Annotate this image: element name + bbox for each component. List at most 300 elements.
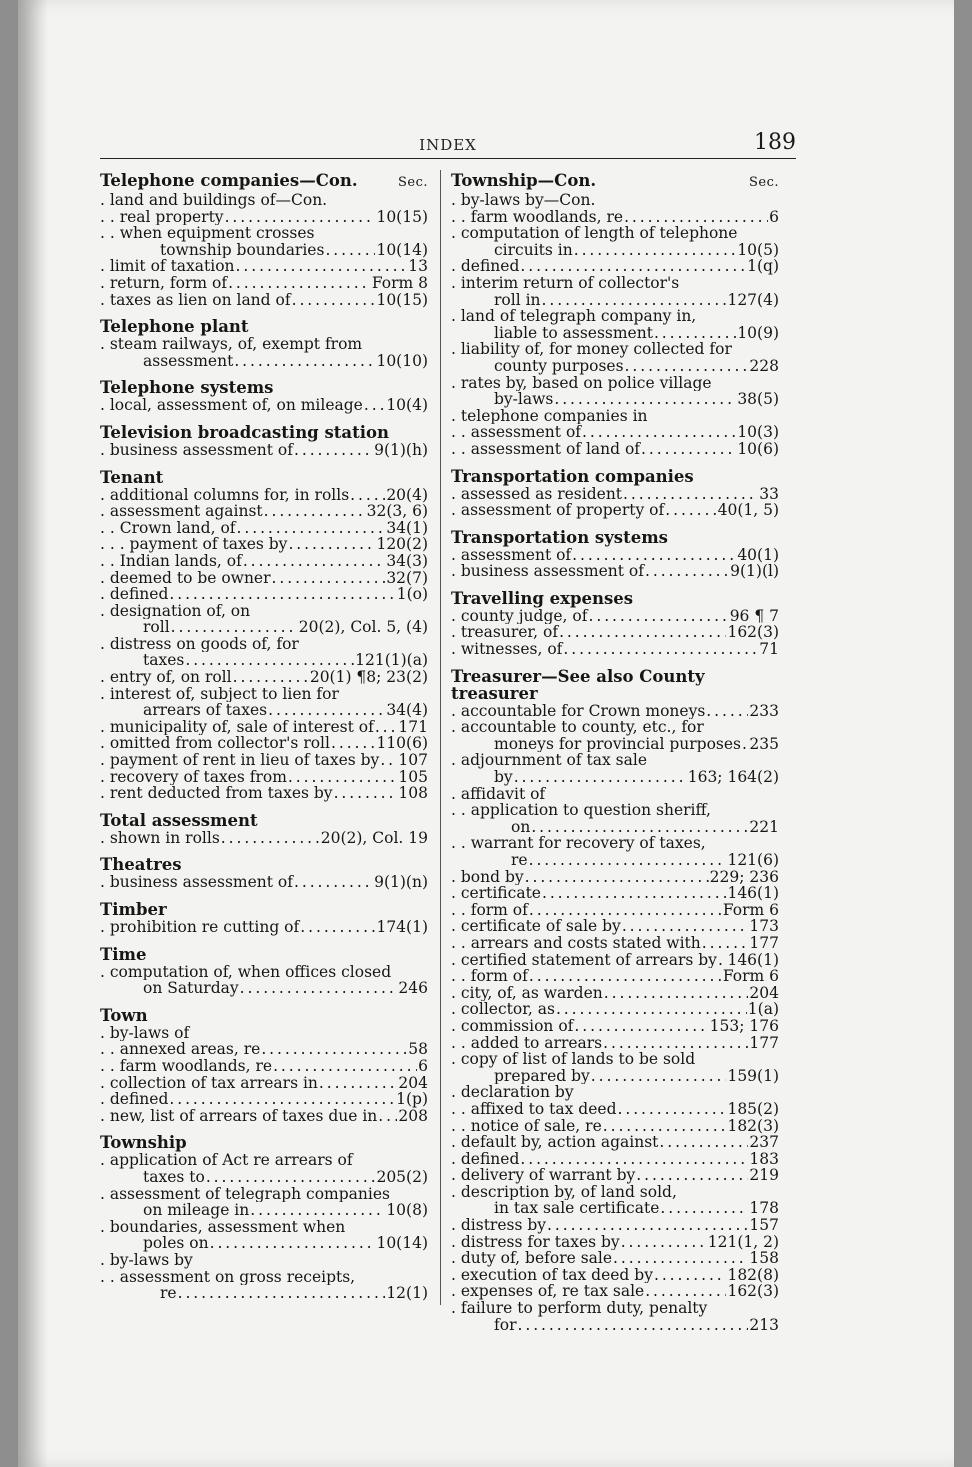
- leader-dots: [234, 353, 375, 370]
- section-reference: 177: [749, 1034, 779, 1052]
- subentry-text: . defined: [100, 1091, 169, 1108]
- subentry-text: roll in: [494, 291, 541, 309]
- subentry-line: [451, 1101, 779, 1118]
- leader-dots: [236, 258, 408, 275]
- leader-dots: [554, 391, 736, 408]
- subentry-text: . assessment of property of: [451, 502, 665, 519]
- subentry-text: on mileage in: [143, 1202, 250, 1219]
- subentry-line: [100, 520, 428, 537]
- subentry-line: [100, 1219, 428, 1236]
- section-reference: 34(1): [386, 519, 428, 537]
- subentry-line: [100, 353, 428, 370]
- subentry-line: [451, 292, 779, 309]
- leader-dots: [654, 1267, 726, 1284]
- subentry-line: [100, 752, 428, 769]
- leader-dots: [233, 669, 309, 686]
- section-reference: 183: [749, 1150, 779, 1168]
- leader-dots: [292, 292, 376, 309]
- entry-heading-row: [451, 468, 779, 485]
- leader-dots: [559, 624, 726, 641]
- subentry-text: . liability of, for money collected for: [451, 341, 732, 358]
- section-reference: 32(3, 6): [366, 503, 428, 520]
- subentry-line: [100, 964, 428, 981]
- subentry-text: . steam railways, of, exempt from: [100, 336, 363, 353]
- section-reference: 204: [398, 1074, 428, 1092]
- entry-heading-row: [451, 172, 779, 191]
- subentry-text: . duty of, before sale: [451, 1250, 613, 1267]
- subentry-text: liable to assessment: [494, 324, 653, 342]
- subentry-line: [451, 902, 779, 919]
- section-reference: 121(1)(a): [355, 652, 428, 670]
- leader-dots: [659, 1134, 748, 1151]
- index-entry-block: [451, 590, 779, 658]
- subentry-text: . . application to question sheriff,: [451, 802, 711, 819]
- leader-dots: [520, 1151, 748, 1168]
- subentry-text: . land of telegraph company in,: [451, 308, 697, 325]
- section-reference: 20(2), Col. 5, (4): [298, 619, 428, 636]
- entry-heading: Transportation companies: [451, 466, 694, 486]
- subentry-line: [451, 1134, 779, 1151]
- leader-dots: [225, 209, 376, 226]
- leader-dots: [288, 536, 375, 553]
- section-reference: 127(4): [727, 291, 779, 309]
- subentry-text: by-laws: [494, 391, 554, 408]
- section-reference: 110(6): [376, 735, 428, 753]
- section-reference: 10(15): [376, 291, 428, 309]
- leader-dots: [272, 570, 386, 587]
- subentry-text: on Saturday: [143, 980, 239, 997]
- subentry-text: assessment: [143, 352, 234, 370]
- subentry-line: [451, 486, 779, 503]
- section-reference: 32(7): [386, 569, 428, 587]
- subentry-line: [100, 292, 428, 309]
- subentry-line: [451, 192, 779, 209]
- subentry-text: moneys for provincial purposes: [494, 735, 742, 753]
- entry-heading: Town: [100, 1005, 148, 1025]
- subentry-text: . defined: [451, 258, 520, 275]
- page-header: [100, 128, 796, 159]
- subentry-line: [451, 308, 779, 325]
- leader-dots: [636, 1167, 748, 1184]
- subentry-line: [100, 1091, 428, 1108]
- section-reference: 108: [398, 785, 428, 802]
- entry-heading-row: [100, 812, 428, 829]
- subentry-line: [451, 341, 779, 358]
- subentry-line: [451, 641, 779, 658]
- subentry-text: . copy of list of lands to be sold: [451, 1051, 696, 1068]
- section-reference: 162(3): [727, 1283, 779, 1301]
- section-reference: Form 6: [722, 901, 779, 919]
- subentry-line: [100, 785, 428, 802]
- subentry-line: [100, 636, 428, 653]
- subentry-text: . municipality of, sale of interest of: [100, 718, 374, 736]
- leader-dots: [319, 1075, 398, 1092]
- subentry-text: . failure to perform duty, penalty: [451, 1300, 708, 1317]
- subentry-text: . interest of, subject to lien for: [100, 685, 339, 703]
- entry-heading-row: [100, 424, 428, 441]
- leader-dots: [375, 719, 398, 736]
- subentry-line: [100, 536, 428, 553]
- leader-dots: [654, 325, 736, 342]
- section-reference: 153; 176: [709, 1017, 779, 1035]
- index-entry-block: [451, 172, 779, 458]
- subentry-line: [100, 1169, 428, 1186]
- subentry-text: . deemed to be owner: [100, 569, 271, 587]
- leader-dots: [624, 209, 768, 226]
- subentry-line: [451, 918, 779, 935]
- section-reference: 213: [749, 1316, 779, 1334]
- subentry-line: [100, 1108, 428, 1125]
- section-reference: 20(4): [386, 486, 428, 504]
- subentry-line: [451, 952, 779, 969]
- section-reference: 40(1, 5): [717, 502, 779, 519]
- leader-dots: [718, 952, 727, 969]
- leader-dots: [325, 242, 375, 259]
- subentry-text: . business assessment of: [451, 563, 644, 580]
- section-reference: 158: [749, 1250, 779, 1267]
- index-entry-block: [100, 469, 428, 802]
- subentry-text: . . warrant for recovery of taxes,: [451, 835, 706, 852]
- subentry-line: [451, 885, 779, 902]
- subentry-line: [451, 325, 779, 342]
- subentry-line: [451, 408, 779, 425]
- subentry-text: . limit of taxation: [100, 258, 235, 275]
- leader-dots: [529, 902, 722, 919]
- section-reference: 221: [749, 818, 779, 836]
- leader-dots: [542, 292, 727, 309]
- subentry-text: . collection of tax arrears in: [100, 1074, 318, 1092]
- entry-heading: Theatres: [100, 855, 182, 875]
- section-reference: 34(4): [386, 702, 428, 719]
- subentry-line: [451, 1200, 779, 1217]
- subentry-text: . witnesses, of: [451, 641, 563, 658]
- subentry-line: [451, 1250, 779, 1267]
- subentry-text: . computation of length of telephone: [451, 225, 738, 242]
- subentry-line: [100, 242, 428, 259]
- leader-dots: [250, 1202, 385, 1219]
- leader-dots: [613, 1250, 748, 1267]
- subentry-text: . defined: [451, 1150, 520, 1168]
- section-reference: 10(15): [376, 208, 428, 226]
- subentry-text: . new, list of arrears of taxes due in: [100, 1107, 378, 1125]
- section-reference: 1(p): [396, 1091, 428, 1108]
- leader-dots: [380, 752, 397, 769]
- subentry-line: [100, 980, 428, 997]
- subentry-line: [100, 1152, 428, 1169]
- subentry-text: on: [511, 818, 531, 836]
- subentry-text: roll: [143, 619, 170, 636]
- subentry-line: [451, 225, 779, 242]
- entry-heading-row: [451, 668, 779, 702]
- leader-dots: [547, 1217, 748, 1234]
- section-reference: 107: [398, 752, 428, 769]
- subentry-line: [100, 1041, 428, 1058]
- subentry-line: [100, 769, 428, 786]
- subentry-text: . by-laws by: [100, 1251, 193, 1269]
- subentry-line: [100, 209, 428, 226]
- subentry-line: [100, 553, 428, 570]
- subentry-line: [100, 619, 428, 636]
- leader-dots: [294, 442, 373, 459]
- section-reference: 182(8): [727, 1266, 779, 1284]
- entry-heading: Time: [100, 944, 147, 964]
- subentry-line: [451, 736, 779, 753]
- leader-dots: [221, 830, 320, 847]
- leader-dots: [591, 1068, 727, 1085]
- leader-dots: [529, 852, 727, 869]
- subentry-text: . computation of, when offices closed: [100, 963, 392, 981]
- subentry-text: . payment of rent in lieu of taxes by: [100, 752, 380, 769]
- subentry-line: [451, 935, 779, 952]
- section-reference: 38(5): [737, 391, 779, 408]
- subentry-line: [451, 1151, 779, 1168]
- section-reference: 182(3): [727, 1117, 779, 1135]
- subentry-line: [451, 819, 779, 836]
- subentry-line: [451, 1217, 779, 1234]
- subentry-line: [100, 503, 428, 520]
- index-entry-block: [100, 379, 428, 414]
- leader-dots: [572, 547, 736, 564]
- subentry-line: [451, 1068, 779, 1085]
- leader-dots: [514, 769, 687, 786]
- gutter-shadow: [18, 0, 48, 1467]
- subentry-line: [100, 1252, 428, 1269]
- leader-dots: [520, 258, 746, 275]
- subentry-text: . accountable to county, etc., for: [451, 719, 704, 736]
- subentry-text: by: [494, 769, 513, 786]
- entry-heading-row: [100, 901, 428, 918]
- section-reference: 6: [418, 1057, 428, 1075]
- section-label: Sec.: [397, 175, 428, 190]
- leader-dots: [300, 919, 375, 936]
- section-reference: 10(10): [376, 352, 428, 370]
- subentry-line: [100, 1285, 428, 1302]
- section-reference: 146(1): [727, 885, 779, 902]
- leader-dots: [261, 1041, 407, 1058]
- subentry-line: [100, 1235, 428, 1252]
- subentry-line: [100, 586, 428, 603]
- entry-heading-row: [100, 172, 428, 191]
- subentry-line: [451, 375, 779, 392]
- index-entry-block: [100, 1134, 428, 1301]
- subentry-line: [100, 1025, 428, 1042]
- leader-dots: [588, 608, 728, 625]
- section-reference: 157: [749, 1217, 779, 1234]
- subentry-line: [451, 1300, 779, 1317]
- leader-dots: [169, 1091, 395, 1108]
- section-reference: 33: [759, 485, 779, 503]
- subentry-line: [100, 919, 428, 936]
- section-reference: 40(1): [737, 546, 779, 564]
- index-entry-block: [100, 856, 428, 891]
- index-entry-block: [100, 1007, 428, 1125]
- section-reference: 10(14): [376, 241, 428, 259]
- subentry-text: . designation of, on: [100, 602, 251, 620]
- leader-dots: [706, 703, 748, 720]
- subentry-text: . . form of: [451, 968, 528, 985]
- subentry-text: . certificate: [451, 885, 541, 902]
- subentry-text: . . notice of sale, re: [451, 1117, 602, 1135]
- subentry-line: [451, 786, 779, 803]
- subentry-line: [451, 1018, 779, 1035]
- leader-dots: [645, 563, 729, 580]
- index-entry-block: [100, 812, 428, 847]
- subentry-text: taxes: [143, 652, 185, 670]
- running-head: INDEX: [419, 136, 477, 154]
- section-reference: 246: [398, 980, 428, 997]
- subentry-text: . commission of: [451, 1017, 574, 1035]
- subentry-line: [451, 1035, 779, 1052]
- subentry-text: . distress for taxes by: [451, 1233, 620, 1251]
- section-reference: 58: [408, 1041, 428, 1058]
- leader-dots: [273, 1058, 417, 1075]
- subentry-line: [100, 1202, 428, 1219]
- leader-dots: [206, 1169, 376, 1186]
- section-reference: 6: [769, 208, 779, 226]
- index-entry-block: [100, 318, 428, 369]
- section-reference: 237: [749, 1134, 779, 1151]
- leader-dots: [574, 242, 737, 259]
- subentry-line: [100, 258, 428, 275]
- leader-dots: [169, 586, 395, 603]
- index-entry-block: [451, 529, 779, 580]
- subentry-text: . land and buildings of—Con.: [100, 192, 328, 209]
- entry-heading-row: [100, 318, 428, 335]
- leader-dots: [603, 1118, 727, 1135]
- entry-heading: Treasurer—See also County treasurer: [451, 666, 705, 703]
- entry-heading-row: [100, 1134, 428, 1151]
- subentry-line: [451, 752, 779, 769]
- leader-dots: [582, 424, 736, 441]
- subentry-line: [100, 336, 428, 353]
- entry-heading: Telephone plant: [100, 317, 249, 337]
- subentry-line: [451, 608, 779, 625]
- leader-dots: [665, 502, 716, 519]
- subentry-text: . recovery of taxes from: [100, 768, 287, 786]
- section-reference: 1(o): [396, 586, 428, 603]
- entry-heading-row: [451, 590, 779, 607]
- subentry-text: . county judge, of: [451, 607, 588, 625]
- index-entry-block: [100, 424, 428, 459]
- leader-dots: [240, 980, 398, 997]
- subentry-line: [451, 242, 779, 259]
- subentry-text: . city, of, as warden: [451, 984, 603, 1002]
- section-reference: 233: [749, 702, 779, 720]
- leader-dots: [185, 652, 354, 669]
- leader-dots: [529, 968, 722, 985]
- leader-dots: [604, 985, 749, 1002]
- section-reference: 159(1): [727, 1067, 779, 1085]
- leader-dots: [178, 1285, 386, 1302]
- subentry-text: prepared by: [494, 1067, 590, 1085]
- leader-dots: [171, 619, 298, 636]
- subentry-text: . expenses of, re tax sale: [451, 1283, 645, 1301]
- leader-dots: [645, 1283, 726, 1300]
- subentry-line: [451, 1118, 779, 1135]
- subentry-text: . telephone companies in: [451, 407, 648, 425]
- leader-dots: [603, 1035, 748, 1052]
- subentry-line: [100, 487, 428, 504]
- subentry-line: [100, 874, 428, 891]
- leader-dots: [288, 769, 397, 786]
- subentry-line: [100, 225, 428, 242]
- entry-heading: Tenant: [100, 467, 164, 487]
- subentry-line: [451, 719, 779, 736]
- subentry-line: [100, 652, 428, 669]
- subentry-text: . taxes as lien on land of: [100, 291, 291, 309]
- section-reference: 105: [398, 768, 428, 786]
- section-reference: 208: [398, 1107, 428, 1125]
- entry-heading-row: [100, 1007, 428, 1024]
- section-reference: 34(3): [386, 552, 428, 570]
- section-reference: 171: [398, 718, 428, 736]
- section-reference: 13: [408, 258, 428, 275]
- entry-heading-row: [451, 529, 779, 546]
- subentry-text: . distress by: [451, 1217, 547, 1234]
- section-reference: 235: [749, 735, 779, 753]
- subentry-line: [451, 424, 779, 441]
- subentry-text: . . assessment of: [451, 424, 582, 441]
- leader-dots: [623, 486, 758, 503]
- section-reference: 146(1): [727, 951, 779, 969]
- subentry-line: [451, 209, 779, 226]
- subentry-text: . entry of, on roll: [100, 669, 232, 686]
- entry-heading: Township: [100, 1133, 187, 1153]
- section-reference: 219: [749, 1167, 779, 1184]
- subentry-line: [100, 830, 428, 847]
- section-reference: 12(1): [386, 1285, 428, 1302]
- leader-dots: [622, 918, 749, 935]
- leader-dots: [618, 1101, 727, 1118]
- entry-heading: Township—Con.: [451, 171, 597, 190]
- section-reference: 121(6): [727, 852, 779, 869]
- subentry-line: [451, 1184, 779, 1201]
- subentry-line: [451, 852, 779, 869]
- subentry-text: . interim return of collector's: [451, 274, 680, 292]
- entry-heading: Telephone systems: [100, 378, 274, 398]
- leader-dots: [517, 1317, 748, 1334]
- section-reference: 10(8): [386, 1202, 428, 1219]
- subentry-line: [451, 275, 779, 292]
- subentry-text: . prohibition re cutting of: [100, 919, 300, 936]
- section-reference: 9(1)(n): [374, 874, 428, 891]
- leader-dots: [331, 735, 375, 752]
- subentry-text: in tax sale certificate: [494, 1200, 660, 1218]
- section-reference: 229; 236: [709, 868, 779, 886]
- leader-dots: [268, 702, 385, 719]
- subentry-text: . return, form of: [100, 274, 228, 292]
- subentry-line: [100, 442, 428, 459]
- subentry-line: [451, 391, 779, 408]
- leader-dots: [237, 520, 386, 537]
- section-reference: 163; 164(2): [687, 769, 779, 786]
- subentry-line: [100, 603, 428, 620]
- leader-dots: [742, 736, 748, 753]
- subentry-line: [451, 1283, 779, 1300]
- section-reference: 10(6): [737, 440, 779, 458]
- leader-dots: [364, 397, 385, 414]
- subentry-line: [100, 1186, 428, 1203]
- leader-dots: [660, 1200, 748, 1217]
- subentry-text: . additional columns for, in rolls: [100, 486, 350, 504]
- entry-heading: Television broadcasting station: [100, 422, 389, 442]
- subentry-line: [100, 1058, 428, 1075]
- subentry-line: [100, 686, 428, 703]
- leader-dots: [228, 275, 371, 292]
- subentry-text: . . arrears and costs stated with: [451, 934, 701, 952]
- subentry-line: [100, 702, 428, 719]
- index-entry-block: [451, 468, 779, 519]
